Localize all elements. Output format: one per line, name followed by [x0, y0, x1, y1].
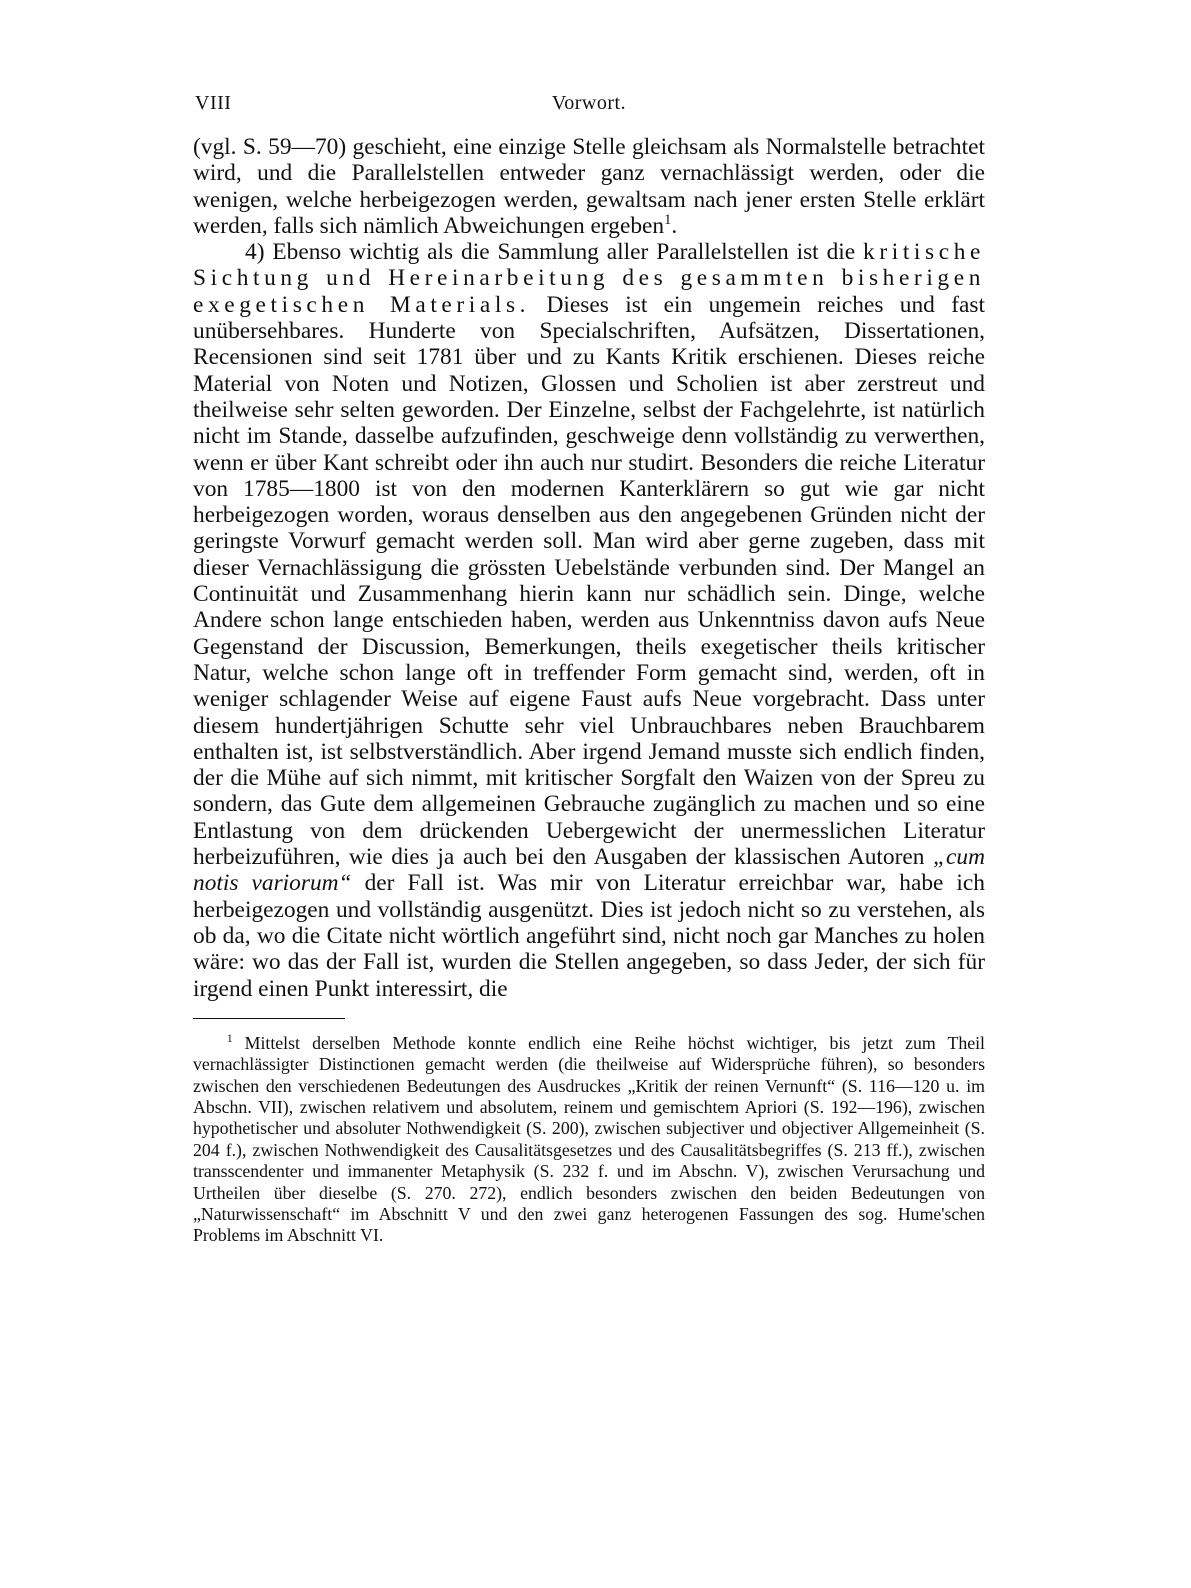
page-number: VIII — [195, 92, 232, 114]
paragraph-2 — [193, 239, 985, 1002]
main-text — [193, 134, 985, 1002]
emphasized-spaced-text: kritische Sichtung und Hereinarbeitung des gesammten bisherigen exegetischen Materials. — [193, 239, 985, 318]
paragraph-1-end: . — [671, 212, 678, 239]
paragraph-2-end: der Fall ist. Was mir von Literatur erreichbar war, habe ich herbeigezogen und vollständig ausgenützt. Dies ist jedoch nicht so zu verstehen, als ob da, wo die Citate nicht wörtlich angeführt sind, nicht noch gar Manches zu holen wäre: wo das der Fall ist, wurden die Stellen angegeben, so dass Jeder, der sich für irgend einen Punkt interessirt, die — [193, 870, 985, 1002]
page-header — [193, 88, 985, 122]
paragraph-1 — [193, 134, 985, 239]
footnote-marker: 1 — [227, 1032, 233, 1045]
paragraph-2-middle: Dieses ist ein ungemein reiches und fast unübersehbares. Hunderte von Specialschriften, Aufsätzen, Dissertationen, Recensionen sind seit 1781 über und zu Kants Kritik erschienen. Dieses reiche Material von Noten und Notizen, Glossen und Scholien ist aber zerstreut und theilweise sehr selten geworden. Der Einzelne, selbst der Fachgelehrte, ist natürlich nicht im Stande, dasselbe aufzufinden, geschweige denn vollständig zu verwerthen, wenn er über Kant schreibt oder ihn auch nur studirt. Besonders die reiche Literatur von 1785—1800 ist von den modernen Kanterklärern so gut wie gar nicht herbeigezogen worden, woraus denselben aus den angegebenen Gründen nicht der geringste Vorwurf gemacht werden soll. Man wird aber gerne zugeben, dass mit dieser Vernachlässigung die grössten Uebelstände verbunden sind. Der Mangel an Continuität und Zusammenhang hierin kann nur schädlich sein. Dinge, welche Andere schon lange entschieden haben, werden aus Unkenntniss davon aufs Neue Gegenstand der Discussion, Bemerkungen, theils exegetischer theils kritischer Natur, welche schon lange oft in treffender Form gemacht sind, werden, oft in weniger schlagender Weise auf eigene Faust aufs Neue vorgebracht. Dass unter diesem hundertjährigen Schutte sehr viel Unbrauchbares neben Brauchbarem enthalten ist, ist selbstverständlich. Aber irgend Jemand musste sich endlich finden, der die Mühe auf sich nimmt, mit kritischer Sorgfalt den Waizen von der Spreu zu sondern, das Gute dem allgemeinen Gebrauche zugänglich zu machen und so eine Entlastung von dem drückenden Uebergewicht der unermesslichen Literatur herbeizuführen, wie dies ja auch bei den Ausgaben der klassischen Autoren — [193, 291, 985, 871]
book-page — [193, 88, 985, 1247]
footnote-reference: 1 — [664, 212, 672, 229]
paragraph-1-text: (vgl. S. 59—70) geschieht, eine einzige Stelle gleichsam als Normalstelle betrachtet wird, und die Parallelstellen entweder ganz vernachlässigt werden, oder die wenigen, welche herbeigezogen werden, gewaltsam nach jener ersten Stelle erklärt werden, falls sich nämlich Abweichungen ergeben — [193, 134, 985, 239]
paragraph-2-start: 4) Ebenso wichtig als die Sammlung aller Parallelstellen ist die — [245, 239, 856, 266]
italic-latin-phrase: „cum notis variorum“ — [193, 844, 985, 897]
footnote-divider — [193, 1018, 345, 1019]
footnote-text: Mittelst derselben Methode konnte endlich eine Reihe höchst wichtiger, bis jetzt zum Theil vernachlässigter Distinctionen gemacht werden (die theilweise auf Widersprüche führen), so besonders zwischen den verschiedenen Bedeutungen des Ausdruckes „Kritik der reinen Vernunft“ (S. 116—120 u. im Abschn. VII), zwischen relativem und absolutem, reinem und gemischtem Apriori (S. 192—196), zwischen hypothetischer und absoluter Nothwendigkeit (S. 200), zwischen subjectiver und objectiver Allgemeinheit (S. 204 f.), zwischen Nothwendigkeit des Causalitätsgesetzes und des Causalitätsbegriffes (S. 213 ff.), zwischen transscendenter und immanenter Metaphysik (S. 232 f. und im Abschn. V), zwischen Verursachung und Urtheilen über dieselbe (S. 270. 272), endlich besonders zwischen den beiden Bedeutungen von „Naturwissenschaft“ im Abschnitt V und den zwei ganz heterogenen Fassungen des sog. Hume'schen Problems im Abschnitt VI. — [193, 1032, 985, 1246]
running-title: Vorwort. — [551, 92, 627, 114]
footnote-1 — [193, 1033, 985, 1247]
